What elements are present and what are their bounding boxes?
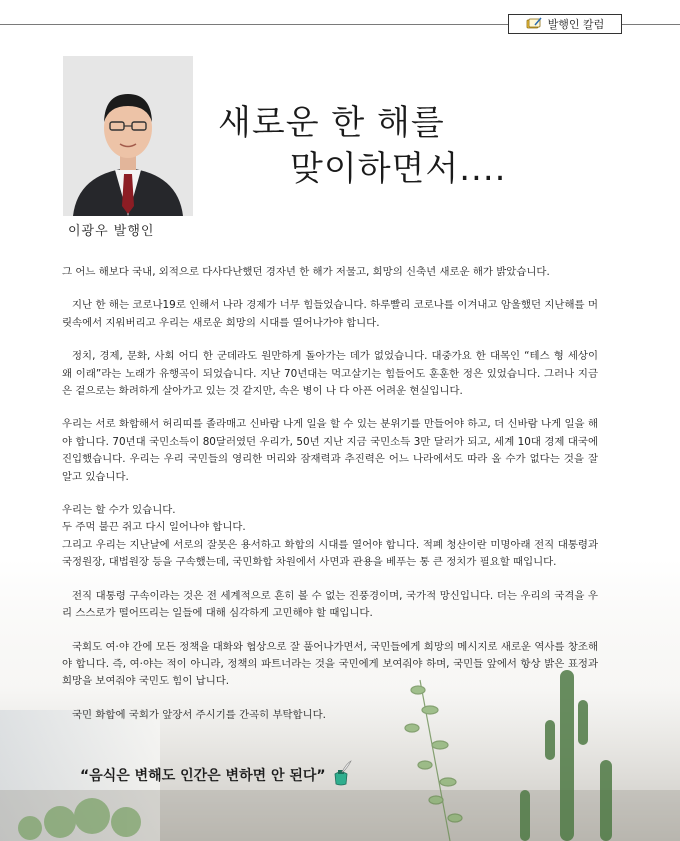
paragraph: 우리는 서로 화합해서 허리띠를 졸라매고 신바람 나게 일을 할 수 있는 분위기를 만들어야 하고, 더 신바람 나게 일을 해야 합니다. 70년대 국민소득이 80달러였던 우리가, 50년 지난 지금 국민소득 3만 달러가 되고, 세계 10대 경제 대국에 진입했습니다. 우리는 우리 국민들의 영리한 머리와 잠재력과 추진력은 어느 나라에서도 따라 올 수가 없다는 것을 잘 알고 있습니다. xyxy=(62,418,598,483)
quote-text: “음식은 변해도 인간은 변하면 안 된다” xyxy=(80,768,326,784)
article-title xyxy=(218,100,506,192)
notebook-pen-icon xyxy=(526,17,542,32)
ink-bottle-quill-icon xyxy=(330,760,352,790)
author-name: 이광우 발행인 xyxy=(68,224,155,239)
section-tab xyxy=(508,14,622,34)
paragraph: 그리고 우리는 지난날에 서로의 잘못은 용서하고 화합의 시대를 열어야 합니다. 적폐 청산이란 미명아래 전직 대통령과 국정원장, 대법원장 등을 구속했는데, 국민화합 차원에서 사면과 관용을 베푸는 통 큰 정치가 필요할 때입니다. xyxy=(62,538,598,569)
paragraph: 두 주먹 불끈 쥐고 다시 일어나야 합니다. xyxy=(62,521,246,534)
paragraph: 국회도 여·야 간에 모든 정책을 대화와 협상으로 잘 풀어나가면서, 국민들에게 희망의 메시지로 새로운 역사를 창조해야 합니다. 즉, 여·야는 적이 아니라, 정책의 파트너라는 것을 국민에게 보여줘야 하며, 국민들 앞에서 항상 밝은 표정과 희망을 보여줘야 국민도 힘이 납니다. xyxy=(62,640,598,688)
title-line-1: 새로운 한 해를 xyxy=(218,103,445,143)
section-label: 발행인 칼럼 xyxy=(547,18,605,31)
article-body xyxy=(62,264,598,740)
closing-quote xyxy=(80,760,352,790)
author-photo xyxy=(63,56,193,216)
paragraph: 정치, 경제, 문화, 사회 어디 한 군데라도 원만하게 돌아가는 데가 없었습니다. 대중가요 한 대목인 “테스 형 세상이 왜 이래”라는 노래가 유행곡이 되었습니다. 지난 70년대는 먹고살기는 힘들어도 훈훈한 정은 있었습니다. 그러나 지금은 겉으로는 화려하게 살아가고 있는 것 같지만, 속은 병이 나 다 아픈 어려운 현실입니다. xyxy=(62,350,598,398)
paragraph: 국민 화합에 국회가 앞장서 주시기를 간곡히 부탁합니다. xyxy=(72,708,326,721)
paragraph: 전직 대통령 구속이라는 것은 전 세계적으로 흔히 볼 수 없는 진풍경이며, 국가적 망신입니다. 더는 우리의 국격을 우리 스스로가 떨어뜨리는 일들에 대해 심각하게 고민해야 할 때입니다. xyxy=(62,589,598,620)
paragraph: 지난 한 해는 코로나19로 인해서 나라 경제가 너무 힘들었습니다. 하루빨리 코로나를 이겨내고 암울했던 지난해를 머릿속에서 지워버리고 우리는 새로운 희망의 시대를 열어나가야 합니다. xyxy=(62,299,598,329)
title-line-2: 맞이하면서.... xyxy=(290,149,507,189)
paragraph: 그 어느 해보다 국내, 외적으로 다사다난했던 경자년 한 해가 저물고, 희망의 신축년 새로운 해가 밝았습니다. xyxy=(62,266,550,278)
paragraph: 우리는 할 수가 있습니다. xyxy=(62,504,176,517)
